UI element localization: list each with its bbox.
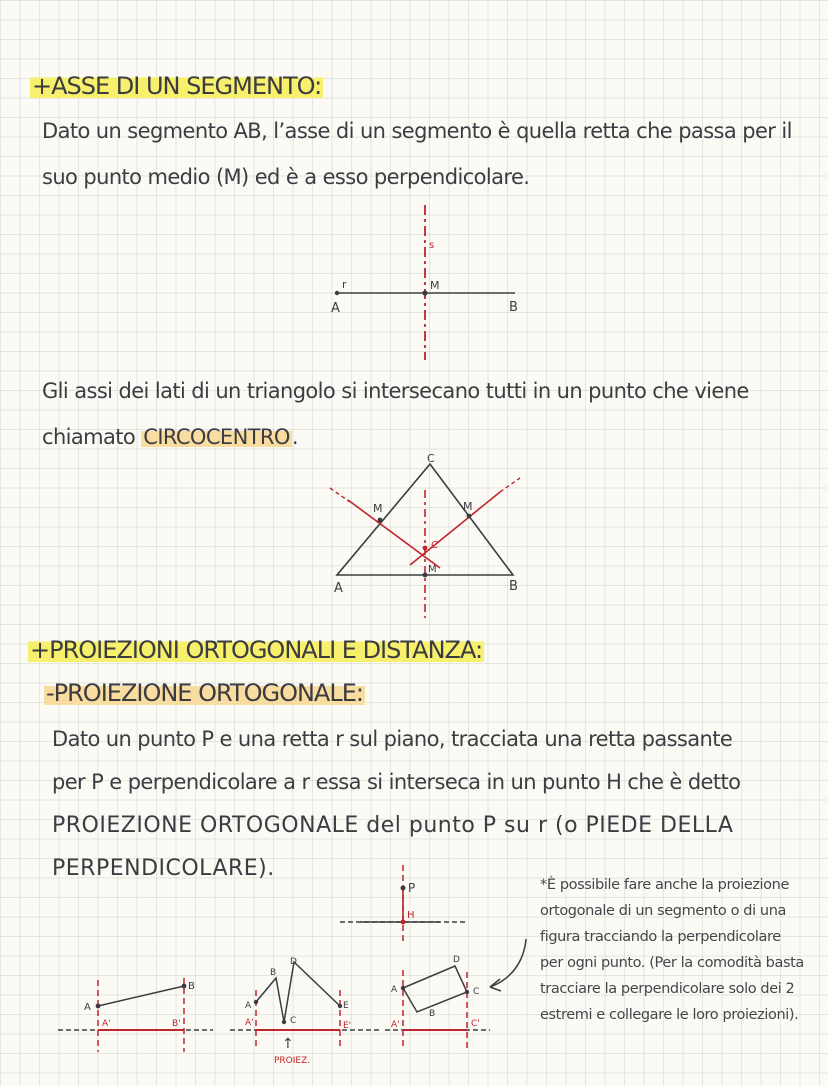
label-m: M <box>430 279 440 292</box>
point-m <box>422 290 427 295</box>
bisector-ac <box>348 500 440 568</box>
label-b: B <box>429 1009 436 1019</box>
point-projection-figure <box>330 860 480 950</box>
circocentro-term: CIRCOCENTRO <box>143 425 290 449</box>
label-c-center: C <box>431 540 438 551</box>
note-line: figura tracciando la perpendicolare <box>540 929 781 945</box>
point-a <box>96 1004 101 1009</box>
note-line: tracciare la perpendicolare solo dei 2 <box>540 981 795 997</box>
label-c-top: C <box>427 452 435 465</box>
label-c: C <box>473 987 480 997</box>
point-m-left <box>378 518 383 523</box>
label-p: P <box>408 881 416 895</box>
bisector-bc-dash <box>500 478 520 492</box>
label-s: s <box>429 240 435 251</box>
paragraph-line: suo punto medio (M) ed è a esso perpendicolare. <box>42 165 530 189</box>
label-c-prime: C' <box>471 1019 480 1029</box>
segment-bisector-figure <box>300 200 560 370</box>
label-a-prime: A' <box>391 1020 400 1030</box>
label-a-prime: A' <box>245 1018 254 1028</box>
paragraph-circocentro <box>42 368 812 460</box>
label-a: A <box>391 985 398 995</box>
label-e-prime: E' <box>343 1021 352 1031</box>
label-a: A <box>334 581 343 596</box>
point-c <box>465 990 469 994</box>
label-proiez: PROIEZ. <box>274 1056 311 1066</box>
label-r: r <box>342 278 347 291</box>
point-h <box>401 920 406 925</box>
arrow-up-icon: ↑ <box>282 1036 294 1052</box>
point-p <box>401 886 406 891</box>
paragraph-line: Gli assi dei lati di un triangolo si intersecano tutti in un punto che viene <box>42 379 749 403</box>
label-a: A <box>84 1002 91 1013</box>
label-h: H <box>407 910 415 921</box>
label-a: A <box>331 301 340 316</box>
label-b-prime: B' <box>172 1019 181 1029</box>
point-a <box>401 986 405 990</box>
paragraph-line: Dato un punto P e una retta r sul piano, tracciata una retta passante <box>52 727 733 751</box>
bisector-bc <box>410 492 500 565</box>
section-heading-asse: +ASSE DI UN SEGMENTO: <box>32 72 322 100</box>
triangle-circumcenter-figure <box>320 450 540 620</box>
point-m-bottom <box>423 573 428 578</box>
note-arrow-icon <box>478 935 538 995</box>
label-b: B <box>509 579 518 594</box>
point-circumcenter <box>423 546 428 551</box>
bisector-ac-dash <box>330 488 350 502</box>
polyline-abdce <box>256 962 340 1022</box>
paragraph-asse <box>42 108 812 200</box>
segment-projection-figure <box>58 970 218 1060</box>
point-e <box>338 1004 342 1008</box>
segment-ab <box>98 986 184 1006</box>
rectangle-abcd <box>403 966 467 1012</box>
label-a: A <box>245 1001 252 1011</box>
paragraph-line: Dato un segmento AB, l’asse di un segmento è quella retta che passa per il <box>42 119 792 143</box>
point-c <box>282 1020 286 1024</box>
paragraph-line: chiamato CIRCOCENTRO. <box>42 425 298 449</box>
label-m-right: M <box>463 500 473 513</box>
polyline-projection-figure <box>230 950 390 1075</box>
label-c: C <box>290 1016 297 1026</box>
point-a <box>335 291 339 295</box>
side-note <box>540 872 825 1028</box>
label-b: B <box>509 300 518 315</box>
paragraph-line: PERPENDICOLARE). <box>52 856 275 881</box>
point-m-right <box>467 514 472 519</box>
subheading-proiezione: -PROIEZIONE ORTOGONALE: <box>46 679 363 707</box>
label-b: B <box>188 981 195 992</box>
note-line: estremi e collegare le loro proiezioni). <box>540 1007 799 1023</box>
label-m-bottom: M <box>428 564 437 575</box>
label-e: E <box>343 1001 349 1011</box>
paragraph-line: per P e perpendicolare a r essa si interseca in un punto H che è detto <box>52 770 741 794</box>
label-m-left: M <box>373 502 383 515</box>
note-line: per ogni punto. (Per la comodità basta <box>540 955 804 971</box>
label-b: B <box>270 968 277 978</box>
point-a <box>254 1000 258 1004</box>
paragraph-line: PROIEZIONE ORTOGONALE del punto P su r (o PIEDE DELLA <box>52 813 734 838</box>
triangle-abc <box>337 464 513 575</box>
label-a-prime: A' <box>102 1019 111 1029</box>
note-line: *È possibile fare anche la proiezione <box>540 877 789 893</box>
point-b <box>182 984 187 989</box>
note-line: ortogonale di un segmento o di una <box>540 903 786 919</box>
section-heading-proiezioni: +PROIEZIONI ORTOGONALI E DISTANZA: <box>30 636 483 664</box>
label-d: D <box>453 955 460 965</box>
label-d: D <box>290 957 297 967</box>
